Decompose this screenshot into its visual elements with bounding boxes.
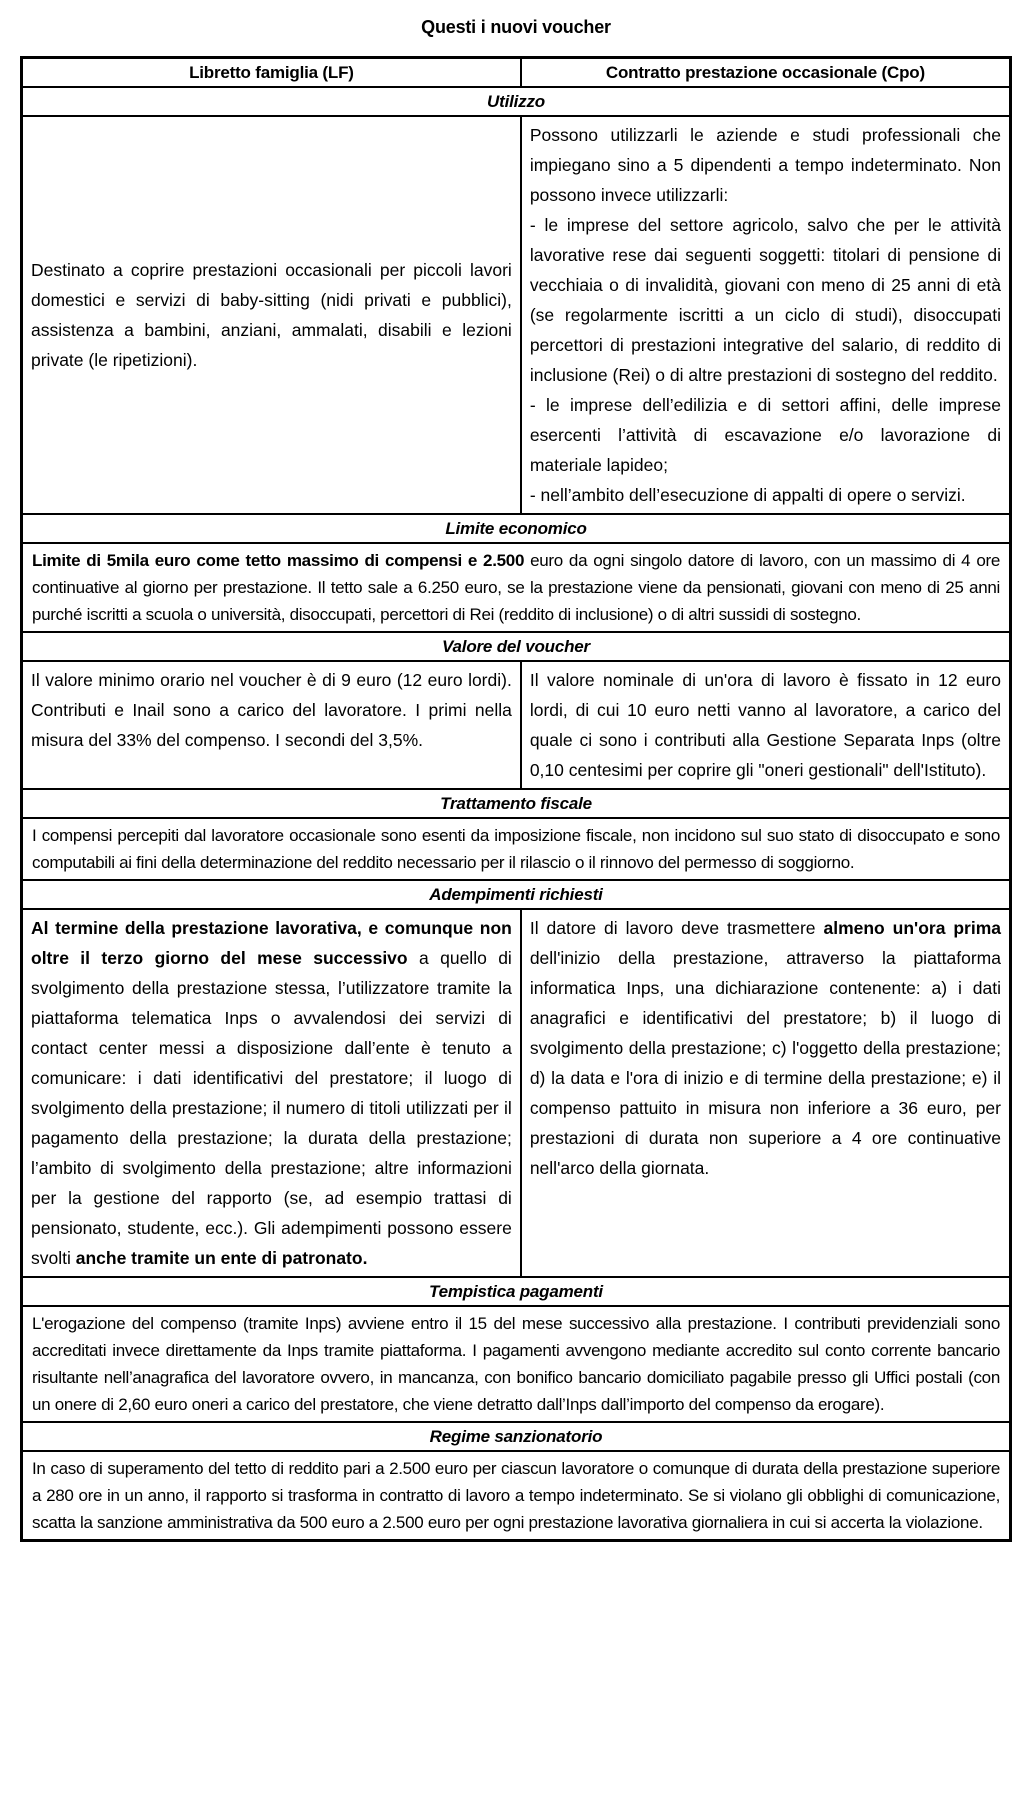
adempimenti-lf-bold-end: anche tramite un ente di patronato.	[75, 1248, 368, 1268]
content-row-regime-sanzionatorio	[22, 1451, 1011, 1541]
cell-adempimenti-cpo	[521, 909, 1011, 1277]
cell-utilizzo-lf: Destinato a coprire prestazioni occasionali per piccoli lavori domestici e servizi di baby-sitting (nidi privati e pubblici), assistenza a bambini, anziani, ammalati, disabili e lezioni private (le ripetizioni).	[22, 116, 521, 514]
limite-economico-text: euro da ogni singolo datore di lavoro, con un massimo di 4 ore continuative al giorno per prestazione. Il tetto sale a 6.250 euro, se la prestazione viene da pensionati, giovani con meno di 25 anni purché iscritti a scuola o università, disoccupati, percettori di Rei (reddito di inclusione) o di altri sussidi di sostegno.	[32, 551, 1001, 624]
page-title: Questi i nuovi voucher	[421, 17, 611, 37]
content-row-tempistica	[22, 1306, 1011, 1422]
cell-limite-economico	[22, 543, 1011, 632]
cell-trattamento-fiscale: I compensi percepiti dal lavoratore occasionale sono esenti da imposizione fiscale, non incidono sul suo stato di disoccupato e sono computabili ai fini della determinazione del reddito necessario per il rilascio o il rinnovo del permesso di soggiorno.	[22, 818, 1011, 880]
content-row-adempimenti	[22, 909, 1011, 1277]
adempimenti-lf-bold-start: Al termine della prestazione lavorativa, e comunque non oltre il terzo giorno del mese successivo	[31, 918, 512, 968]
cell-utilizzo-cpo	[521, 116, 1011, 514]
section-header-trattamento-fiscale: Trattamento fiscale	[22, 789, 1011, 818]
adempimenti-cpo-text-post: dell'inizio della prestazione, attraverso la piattaforma informatica Inps, una dichiarazione contenente: a) i dati anagrafici e identificativi del prestatore; b) il luogo di svolgimento della prestazione; c) l'oggetto della prestazione; d) la data e l'ora di inizio e di termine della prestazione; e) il compenso pattuito in misura non inferiore a 36 euro, per prestazioni di durata non superiore a 4 ore continuative nell'arco della giornata.	[529, 948, 1001, 1178]
content-row-utilizzo	[22, 116, 1011, 514]
adempimenti-cpo-text-pre: Il datore di lavoro deve trasmettere	[529, 918, 824, 938]
section-header-limite-economico: Limite economico	[22, 514, 1011, 543]
content-row-trattamento-fiscale	[22, 818, 1011, 880]
column-header-libretto-famiglia: Libretto famiglia (LF)	[22, 58, 521, 88]
cell-valore-lf: Il valore minimo orario nel voucher è di 9 euro (12 euro lordi). Contributi e Inail sono a carico del lavoratore. I primi nella misura del 33% del compenso. I secondi del 3,5%.	[22, 661, 521, 789]
section-row-trattamento-fiscale	[22, 789, 1011, 818]
section-header-utilizzo: Utilizzo	[22, 87, 1011, 116]
content-row-limite-economico	[22, 543, 1011, 632]
content-row-valore-voucher	[22, 661, 1011, 789]
column-header-row	[22, 58, 1011, 88]
section-row-valore-voucher	[22, 632, 1011, 661]
utilizzo-cpo-paragraph-1: Possono utilizzarli le aziende e studi professionali che impiegano sino a 5 dipendenti a tempo indeterminato. Non possono invece utilizzarli:	[529, 125, 1001, 205]
section-header-tempistica: Tempistica pagamenti	[22, 1277, 1011, 1306]
utilizzo-cpo-paragraph-3: - le imprese dell’edilizia e di settori affini, delle imprese esercenti l’attività di escavazione e/o lavorazione di materiale lapideo;	[529, 395, 1001, 475]
limite-economico-bold-text: Limite di 5mila euro come tetto massimo di compensi e 2.500	[32, 551, 525, 570]
section-row-utilizzo	[22, 87, 1011, 116]
section-row-adempimenti	[22, 880, 1011, 909]
section-row-regime-sanzionatorio	[22, 1422, 1011, 1451]
section-row-limite-economico	[22, 514, 1011, 543]
adempimenti-cpo-bold: almeno un'ora prima	[823, 918, 1002, 938]
cell-valore-cpo: Il valore nominale di un'ora di lavoro è fissato in 12 euro lordi, di cui 10 euro netti vanno al lavoratore, a carico del quale ci sono i contributi alla Gestione Separata Inps (oltre 0,10 centesimi per coprire gli "oneri gestionali" dell'Istituto).	[521, 661, 1011, 789]
cell-regime-sanzionatorio: In caso di superamento del tetto di reddito pari a 2.500 euro per ciascun lavoratore o comunque di durata della prestazione superiore a 280 ore in un anno, il rapporto si trasforma in contratto di lavoro a tempo indeterminato. Se si violano gli obblighi di comunicazione, scatta la sanzione amministrativa da 500 euro a 2.500 euro per ogni prestazione lavorativa giornaliera in cui si accerta la violazione.	[22, 1451, 1011, 1541]
utilizzo-cpo-paragraph-2: - le imprese del settore agricolo, salvo che per le attività lavorative rese dai seguenti soggetti: titolari di pensione di vecchiaia o di invalidità, giovani con meno di 25 anni di età (se regolarmente iscritti a un ciclo di studi), disoccupati percettori di prestazioni integrative del salario, di reddito di inclusione (Rei) o di altre prestazioni di sostegno del reddito.	[529, 215, 1001, 385]
section-header-valore-voucher: Valore del voucher	[22, 632, 1011, 661]
column-header-contratto-prestazione: Contratto prestazione occasionale (Cpo)	[521, 58, 1011, 88]
adempimenti-lf-text: a quello di svolgimento della prestazione stessa, l’utilizzatore tramite la piattaforma telematica Inps o avvalendosi dei servizi di contact center messi a disposizione dall’ente è tenuto a comunicare: i dati identificativi del prestatore; il luogo di svolgimento della prestazione; il numero di titoli utilizzati per il pagamento della prestazione; la durata della prestazione; l’ambito di svolgimento della prestazione; altre informazioni per la gestione del rapporto (se, ad esempio trattasi di pensionato, studente, ecc.). Gli adempimenti possono essere svolti	[31, 948, 512, 1268]
voucher-comparison-table	[20, 56, 1012, 1542]
utilizzo-cpo-paragraph-4: - nell’ambito dell’esecuzione di appalti di opere o servizi.	[529, 485, 966, 505]
section-header-regime-sanzionatorio: Regime sanzionatorio	[22, 1422, 1011, 1451]
cell-adempimenti-lf	[22, 909, 521, 1277]
cell-tempistica: L'erogazione del compenso (tramite Inps) avviene entro il 15 del mese successivo alla prestazione. I contributi previdenziali sono accreditati invece direttamente da Inps tramite piattaforma. I pagamenti avvengono mediante accredito sul conto corrente bancario risultante nell’anagrafica del lavoratore ovvero, in mancanza, con bonifico bancario domiciliato pagabile presso gli Uffici postali (con un onere di 2,60 euro oneri a carico del prestatore, che viene detratto dall’Inps dall’importo del compenso da erogare).	[22, 1306, 1011, 1422]
section-row-tempistica	[22, 1277, 1011, 1306]
section-header-adempimenti: Adempimenti richiesti	[22, 880, 1011, 909]
